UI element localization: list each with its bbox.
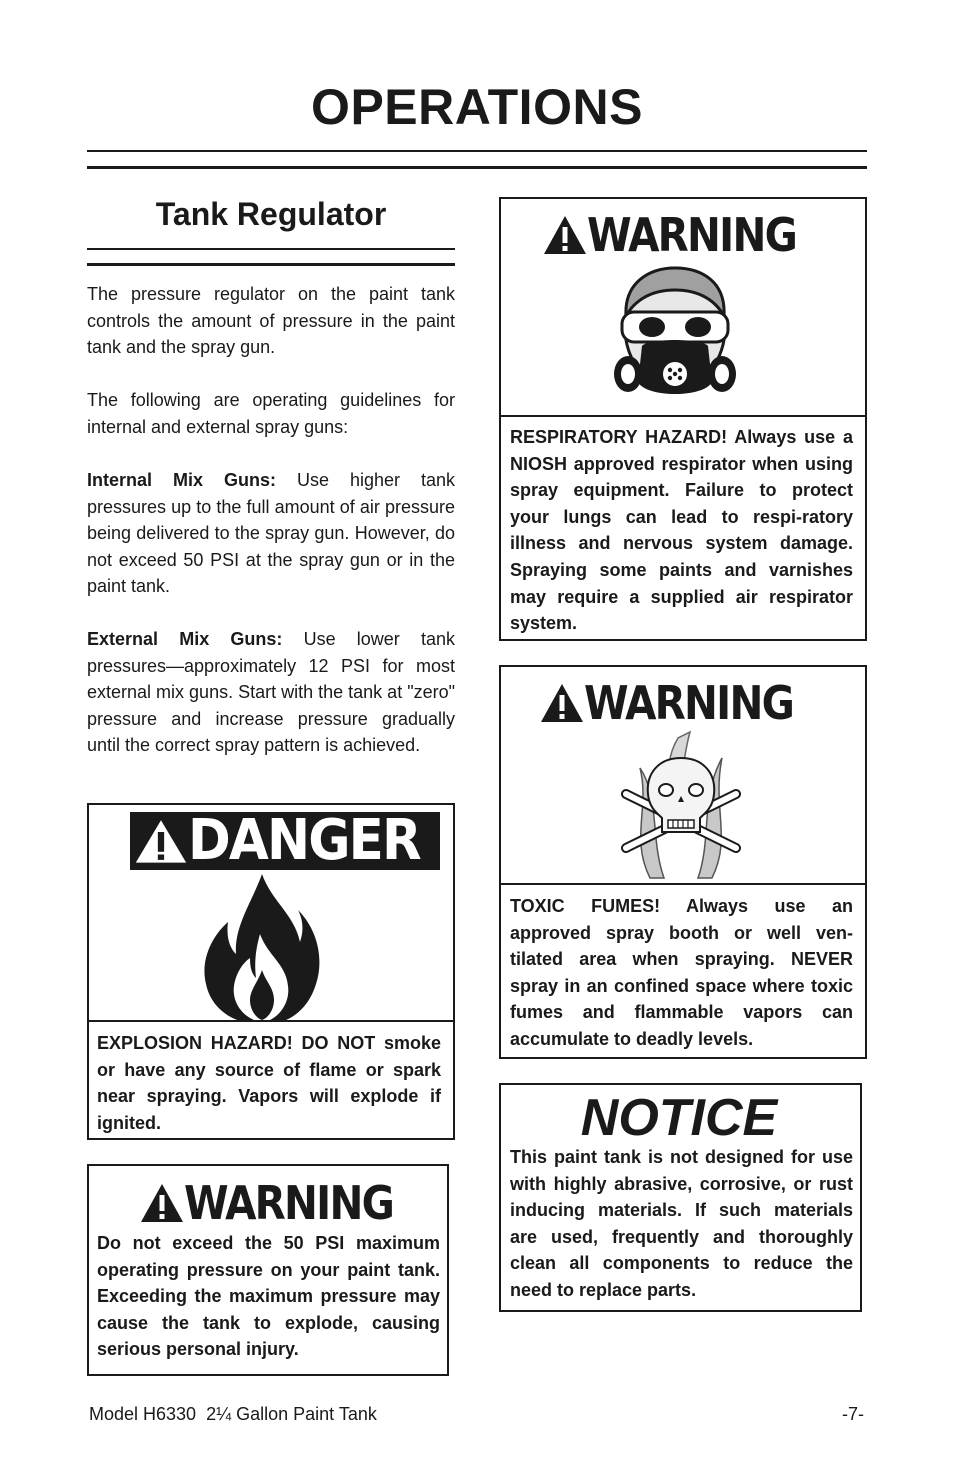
page-title: OPERATIONS	[311, 79, 643, 135]
warning-toxic-text: TOXIC FUMES! Always use an approved spray booth or well ven-tilated area when spraying. NEVER spray in an confined space where toxic fumes and flammable vapors can accumulate to deadly levels.	[510, 896, 853, 1049]
notice-text: This paint tank is not designed for use with highly abrasive, corrosive, or rust inducing materials. If such materials are used, frequently and thoroughly clean all components to reduce the need to replace parts.	[510, 1147, 853, 1300]
section-rule-top	[87, 248, 455, 250]
paragraph-regulator-intro: The pressure regulator on the paint tank controls the amount of pressure in the paint tank and the spray gun.	[87, 284, 455, 358]
alert-triangle-icon	[134, 815, 188, 867]
warning-toxic-separator	[499, 883, 867, 885]
notice-header: NOTICE	[580, 1089, 778, 1147]
skull-crossbones-icon	[620, 728, 742, 882]
footer-page-number: -7-	[842, 1404, 864, 1424]
warning-respiratory-separator	[499, 415, 867, 417]
danger-separator	[87, 1020, 455, 1022]
danger-text: EXPLOSION HAZARD! DO NOT smoke or have any source of flame or spark near spraying. Vapors will explode if ignited.	[97, 1033, 441, 1133]
danger-header	[130, 808, 440, 873]
external-mix-text: Use lower tank pressures—approximately 12 PSI for most external mix guns. Start with the tank at "zero" pressure and increase pressure gradually until the correct spray pattern is achieved.	[87, 629, 455, 756]
header-rule-top	[87, 150, 867, 152]
warning-toxic-header	[540, 676, 822, 730]
warning-pressure-text: Do not exceed the 50 PSI maximum operating pressure on your paint tank. Exceeding the maximum pressure may cause the tank to explode, causing serious personal injury.	[97, 1233, 440, 1360]
alert-triangle-icon	[540, 682, 584, 724]
respirator-icon	[614, 264, 736, 406]
danger-word: DANGER	[187, 808, 420, 873]
paragraph-guidelines: The following are operating guidelines for internal and external spray guns:	[87, 390, 455, 437]
alert-triangle-icon	[140, 1182, 184, 1224]
flame-icon	[200, 872, 325, 1022]
warning-pressure-header	[140, 1176, 422, 1230]
warning-word: WARNING	[584, 676, 794, 730]
internal-mix-text: Use higher tank pressures up to the full amount of air pressure being delivered to the spray gun. However, do not exceed 50 PSI at the spray gun or in the paint tank.	[87, 470, 455, 597]
warning-word: WARNING	[587, 208, 797, 262]
warning-word: WARNING	[184, 1176, 394, 1230]
external-mix-label: External Mix Guns:	[87, 629, 283, 649]
paragraph-internal-mix	[87, 467, 455, 600]
paragraph-external-mix	[87, 626, 455, 759]
warning-respiratory-text: RESPIRATORY HAZARD! Always use a NIOSH approved respirator when using spray equipment. Failure to protect your lungs can lead to respi-ratory illness and nervous system damage. Spraying some paints and varnishes may require a supplied air respirator system.	[510, 427, 853, 634]
alert-triangle-icon	[543, 214, 587, 256]
internal-mix-label: Internal Mix Guns:	[87, 470, 276, 490]
warning-respiratory-header	[543, 208, 825, 262]
section-rule-bottom	[87, 263, 455, 266]
section-title: Tank Regulator	[155, 196, 387, 232]
header-rule-bottom	[87, 166, 867, 169]
footer-model: Model H6330 2¼ Gallon Paint Tank	[89, 1404, 377, 1424]
